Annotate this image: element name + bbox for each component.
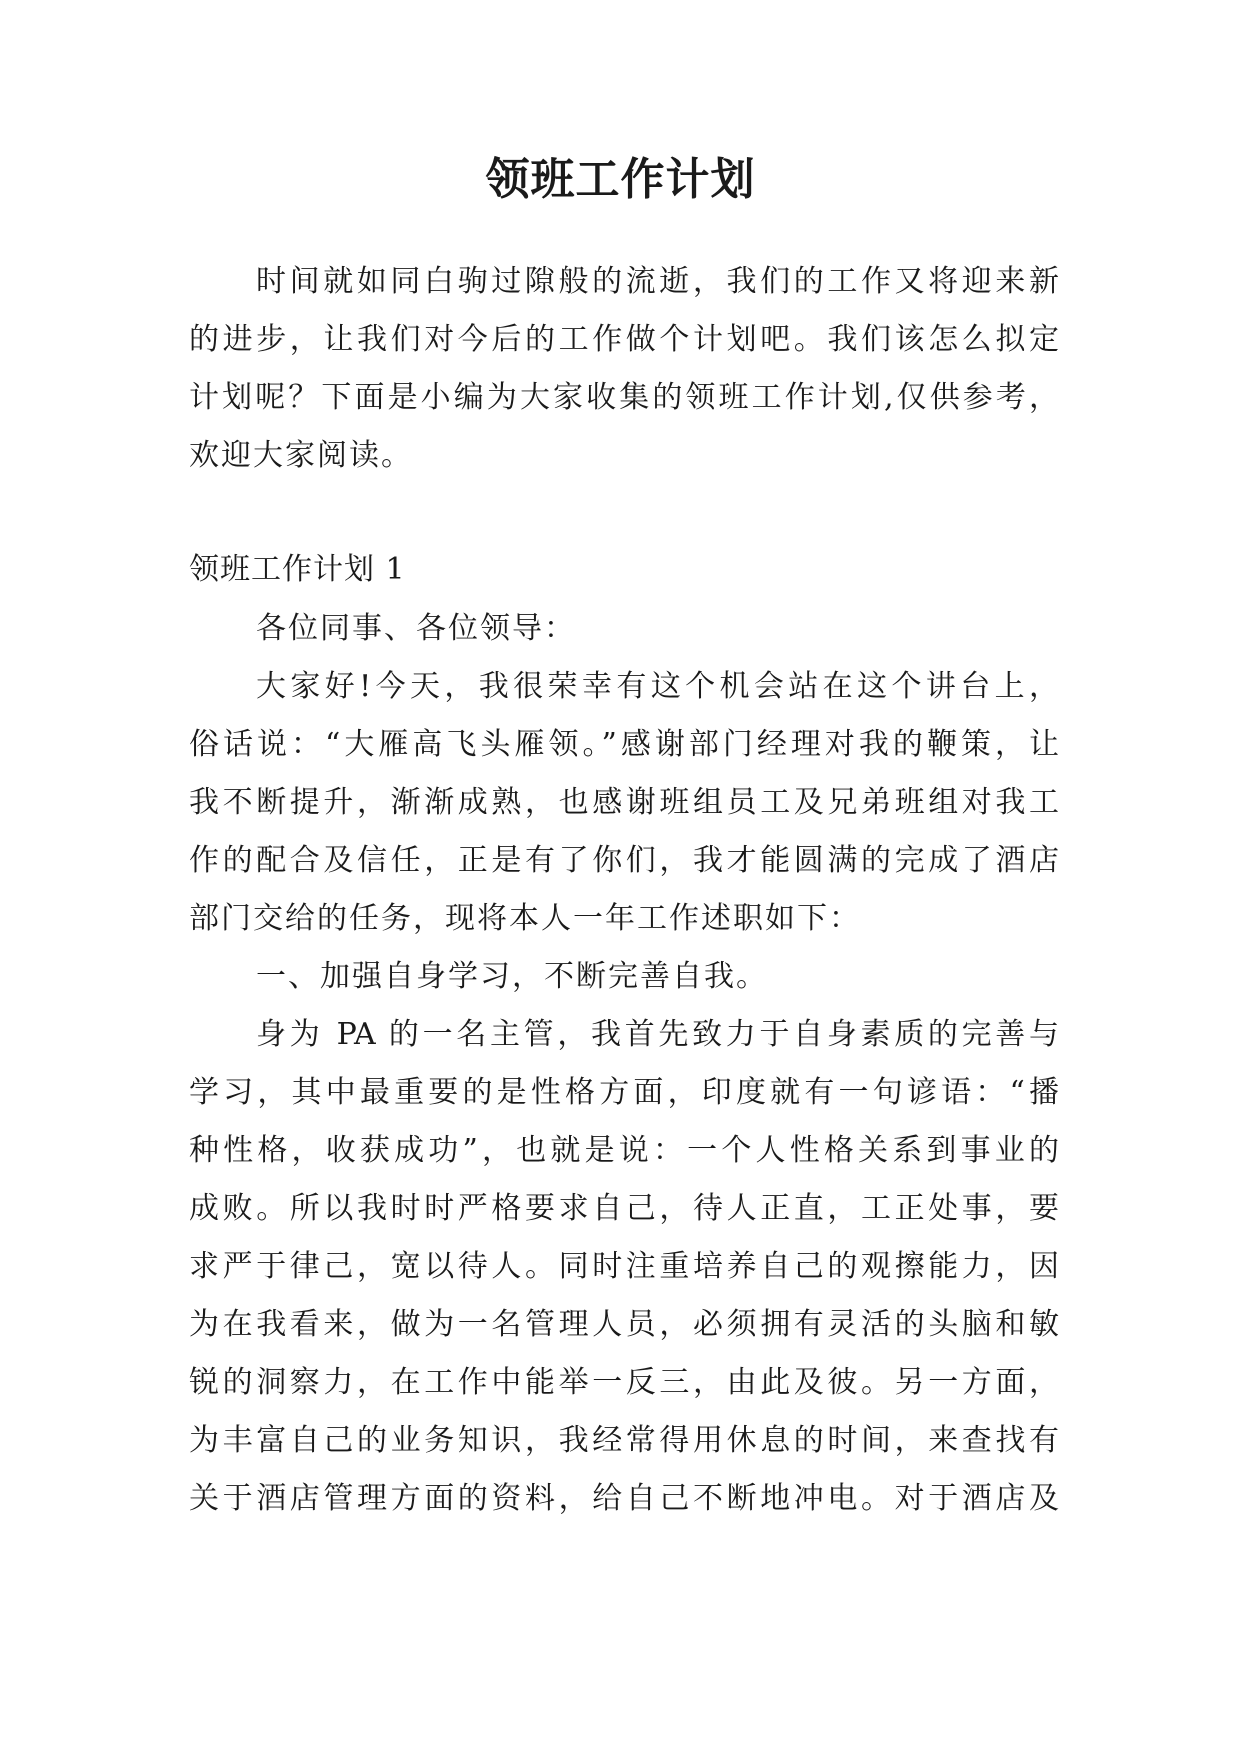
- body-line: 身为 PA 的一名主管，我首先致力于自身素质的完善与: [256, 1017, 1059, 1052]
- item-heading: 一、加强自身学习，不断完善自我。: [256, 959, 768, 994]
- salutation: 各位同事、各位领导：: [256, 611, 576, 646]
- intro-line: 的进步，让我们对今后的工作做个计划吧。我们该怎么拟定: [189, 322, 1059, 357]
- body-line: 我不断提升，渐渐成熟，也感谢班组员工及兄弟班组对我工: [189, 785, 1059, 820]
- intro-line: 计划呢？下面是小编为大家收集的领班工作计划,仅供参考，: [189, 380, 1059, 415]
- body-line: 俗话说：“大雁高飞头雁领。”感谢部门经理对我的鞭策，让: [189, 727, 1059, 762]
- intro-line: 欢迎大家阅读。: [189, 438, 413, 473]
- body-line: 部门交给的任务，现将本人一年工作述职如下：: [189, 901, 861, 936]
- intro-line: 时间就如同白驹过隙般的流逝，我们的工作又将迎来新: [256, 264, 1059, 299]
- body-line: 求严于律己，宽以待人。同时注重培养自己的观擦能力，因: [189, 1249, 1059, 1284]
- body-line: 种性格，收获成功”，也就是说：一个人性格关系到事业的: [189, 1133, 1059, 1168]
- section-heading: 领班工作计划 1: [189, 552, 406, 587]
- document-title: 领班工作计划: [485, 154, 756, 205]
- body-line: 为丰富自己的业务知识，我经常得用休息的时间，来查找有: [189, 1423, 1059, 1458]
- body-line: 学习，其中最重要的是性格方面，印度就有一句谚语：“播: [189, 1075, 1059, 1110]
- body-line: 关于酒店管理方面的资料，给自己不断地冲电。对于酒店及: [189, 1481, 1059, 1516]
- body-line: 为在我看来，做为一名管理人员，必须拥有灵活的头脑和敏: [189, 1307, 1059, 1342]
- body-line: 成败。所以我时时严格要求自己，待人正直，工正处事，要: [189, 1191, 1059, 1226]
- body-line: 作的配合及信任，正是有了你们，我才能圆满的完成了酒店: [189, 843, 1059, 878]
- body-line: 锐的洞察力，在工作中能举一反三，由此及彼。另一方面，: [189, 1365, 1059, 1400]
- body-line: 大家好!今天，我很荣幸有这个机会站在这个讲台上，: [256, 669, 1059, 704]
